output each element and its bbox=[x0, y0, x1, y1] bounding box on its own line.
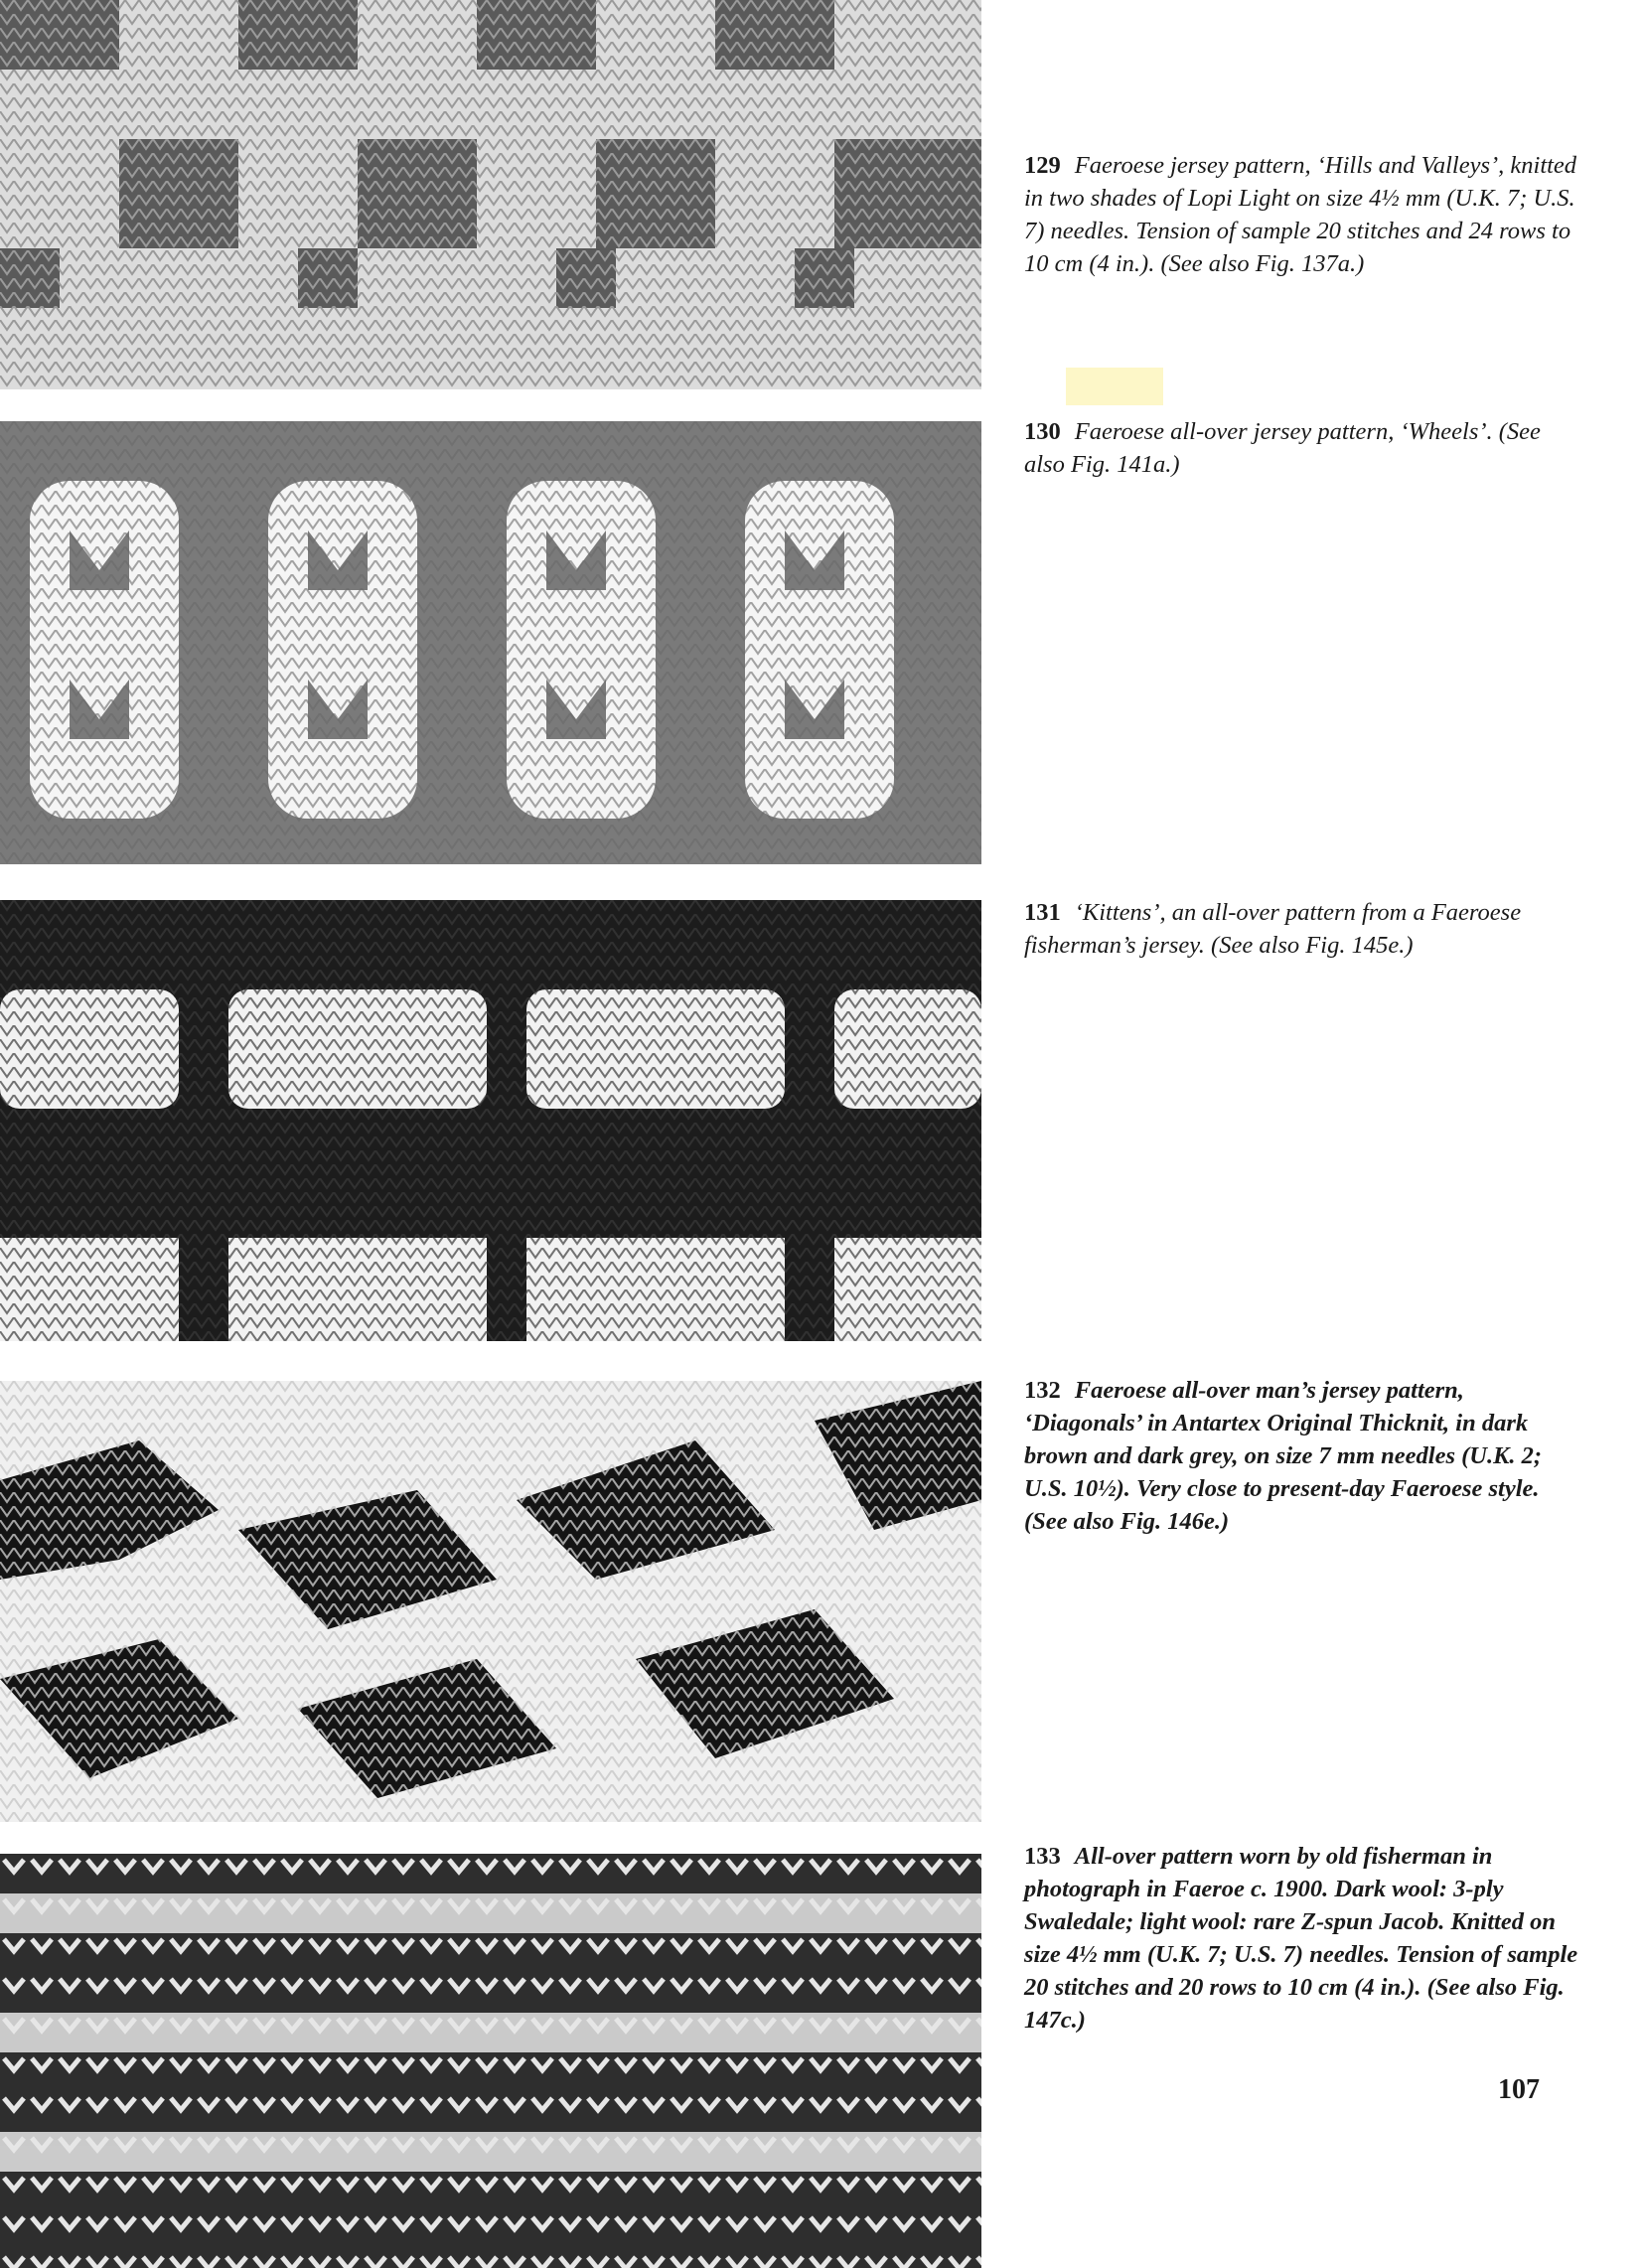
figure-number-130: 130 bbox=[1024, 418, 1061, 445]
knit-photo-133 bbox=[0, 1854, 981, 2268]
caption-129 bbox=[1024, 149, 1580, 280]
figure-number-131: 131 bbox=[1024, 899, 1061, 926]
knit-photo-133-image bbox=[0, 1854, 981, 2268]
knit-photo-130 bbox=[0, 421, 981, 864]
figure-number-133: 133 bbox=[1024, 1843, 1061, 1870]
caption-133 bbox=[1024, 1840, 1580, 2037]
knit-photo-132-image bbox=[0, 1381, 981, 1822]
figure-number-129: 129 bbox=[1024, 152, 1061, 179]
caption-131 bbox=[1024, 896, 1580, 962]
knit-photo-129 bbox=[0, 0, 981, 389]
figure-number-132: 132 bbox=[1024, 1377, 1061, 1404]
caption-text-133: All-over pattern worn by old fisherman in photograph in Faeroe c. 1900. Dark wool: 3-ply Swaledale; light wool: rare Z-spun Jacob. Knitted on size 4½ mm (U.K. 7; U.S. 7) needles. Tension of sample 20 stitches and 20 rows to 10 cm (4 in.). (See also Fig. 147c.) bbox=[1024, 1843, 1578, 2034]
page-number: 107 bbox=[1498, 2074, 1540, 2105]
caption-text-132: Faeroese all-over man’s jersey pattern, ‘Diagonals’ in Antartex Original Thicknit, in dark brown and dark grey, on size 7 mm needles (U.K. 2; U.S. 10½). Very close to present-day Faeroese style. (See also Fig. 146e.) bbox=[1024, 1377, 1543, 1535]
caption-text-131: ‘Kittens’, an all-over pattern from a Faeroese fisherman’s jersey. (See also Fig. 145e.) bbox=[1024, 899, 1522, 959]
knit-photo-129-image bbox=[0, 0, 981, 389]
caption-text-130: Faeroese all-over jersey pattern, ‘Wheels’. (See also Fig. 141a.) bbox=[1024, 418, 1541, 478]
knit-photo-132 bbox=[0, 1381, 981, 1822]
knit-photo-131-image bbox=[0, 900, 981, 1341]
caption-132 bbox=[1024, 1374, 1580, 1538]
caption-text-129: Faeroese jersey pattern, ‘Hills and Valleys’, knitted in two shades of Lopi Light on size 4½ mm (U.K. 7; U.S. 7) needles. Tension of sample 20 stitches and 24 rows to 10 cm (4 in.). (See also Fig. 137a.) bbox=[1024, 152, 1577, 277]
knit-photo-130-image bbox=[0, 421, 981, 864]
knit-photo-131 bbox=[0, 900, 981, 1341]
highlight-mark bbox=[1066, 368, 1163, 405]
caption-130 bbox=[1024, 415, 1580, 481]
